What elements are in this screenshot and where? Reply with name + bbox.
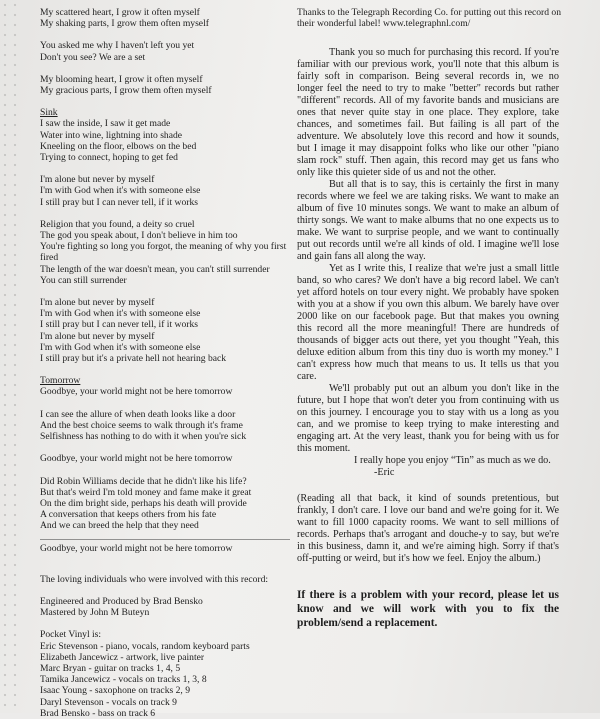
member-line: Elizabeth Jancewicz - artwork, live painter [40,651,205,663]
lyrics-verse-6 [40,476,298,532]
letter-paragraph: We'll probably put out an album you don't like in the future, but I hope that won't deter you from continuing with us on this journey. I encourage you to stay with us a long as you can, and we promise to keep trying to make interesting and engaging art. At the very least, thank you for being with us for this moment. [297,383,559,455]
lyric-line: But that's weird I'm told money and fame make it great [40,486,252,498]
lyric-line: I'm alone but never by myself [40,330,155,342]
lyric-refrain: Goodbye, your world might not be here tomorrow [40,453,233,465]
credits-heading: The loving individuals who were involved with this record: [40,573,269,585]
lyric-line: You can still surrender [40,274,127,286]
lyric-line: Did Robin Williams decide that he didn't like his life? [40,475,247,487]
lyric-line: I'm with God when it's with someone else [40,308,201,320]
lyric-line: I'm alone but never by myself [40,297,155,309]
member-line: Brad Bensko - bass on track 6 [40,707,156,719]
band-heading: Pocket Vinyl is: [40,629,102,641]
lyric-line: My gracious parts, I grow them often myself [40,85,212,97]
lyric-line: My blooming heart, I grow it often myself [40,73,203,85]
aside-paragraph: (Reading all that back, it kind of sounds pretentious, but frankly, I don't care. I love our band and we're going for it. We want to fill 1000 capacity rooms. We want to sell millions of records. Perhaps that's arrogant and douche-y to say, but we're in this business, damn it, and we're aiming high. Sorry if that's off-putting or weird, but it's how we feel. Enjoy the album.) [297,493,559,565]
lyric-line: Trying to connect, hoping to get fed [40,152,178,164]
lyric-line: Don't you see? We are a set [40,51,146,63]
lyrics-verse-3 [40,74,298,96]
member-line: Daryl Stevenson - vocals on track 9 [40,696,177,708]
lyrics-verse-5 [40,409,298,443]
lyrics-chorus-1 [40,174,298,208]
lyric-line: And we can breed the help that they need [40,520,199,532]
member-line: Isaac Young - saxophone on tracks 2, 9 [40,685,191,697]
lyric-line: You're fighting so long you forgot, the meaning of why you first fired [40,241,287,264]
problem-notice: If there is a problem with your record, please let us know and we will work with you to fix the problem/send a replacement. [297,589,559,629]
closing-line: I really hope you enjoy “Tin” as much as we do. [354,455,551,467]
lyric-line: I still pray but I can never tell, if it works [40,196,198,208]
member-line: Marc Bryan - guitar on tracks 1, 4, 5 [40,662,181,674]
lyric-line: The god you speak about, I don't believe in him too [40,230,238,242]
lyric-refrain: Goodbye, your world might not be here tomorrow [40,542,233,554]
dot-margin [0,0,22,713]
lyric-line: The length of the war doesn't mean, you can't still surrender [40,263,270,275]
credits [40,574,298,719]
thanks-line: their wonderful label! www.telegraphnl.com/ [297,18,471,30]
lyric-line: You asked me why I haven't left you yet [40,40,195,52]
letter-paragraph: Yet as I write this, I realize that we're just a small little band, so who cares? We don't have a big record label. We can't yet afford hotels on tour every night. We probably have spoken with you at a show if you own this album. We barely have over 2000 like on our facebook page. But that makes you owning this record all the more meaningful! There are hundreds of thousands of bigger acts out there, yet you thought "Yeah, this deluxe edition album from this tiny duo is worth my money." I can't express how much that means to us. It tells us that you care. [297,263,559,383]
lyric-line: I still pray but I can never tell, if it works [40,319,198,331]
lyrics-column [40,7,298,719]
letter-column [297,7,559,630]
member-line: Eric Stevenson - piano, vocals, random keyboard parts [40,640,250,652]
lyric-line: A conversation that keeps others from his fate [40,509,217,521]
lyric-line: I'm alone but never by myself [40,174,155,186]
lyric-line: My shaking parts, I grow them often myself [40,18,209,30]
song-title: Sink [40,107,58,119]
credit-line: Mastered by John M Buteyn [40,607,150,619]
divider-rule [40,539,290,540]
lyric-line: I saw the inside, I saw it get made [40,118,171,130]
lyric-line: Kneeling on the floor, elbows on the bed [40,140,197,152]
lyric-line: On the dim bright side, perhaps his death will provide [40,497,247,509]
lyric-line: Religion that you found, a deity so cruel [40,218,195,230]
letter-paragraph: But all that is to say, this is certainly the first in many records where we feel we are taking risks. We want to make an album of five 10 minutes songs. We want to make an album of thirty songs. We want to make albums that no one expects us to make. We want to surprise people, and we want to continually put out records until we're all kinds of old. I imagine we'll lose and gain fans all along the way. [297,179,559,263]
song-sink [40,107,298,163]
lyrics-verse-1 [40,7,298,29]
song-title: Tomorrow [40,375,81,387]
credit-line: Engineered and Produced by Brad Bensko [40,595,203,607]
lyric-line: Water into wine, lightning into shade [40,129,183,141]
lyric-line: And the best choice seems to walk through it's frame [40,419,243,431]
lyric-line: My scattered heart, I grow it often myself [40,7,200,18]
thanks-line: Thanks to the Telegraph Recording Co. for putting out this record on [297,7,561,18]
lyric-line: Selfishness has nothing to do with it when you're sick [40,431,247,443]
song-tomorrow [40,375,298,397]
lyric-line: I can see the allure of when death looks like a door [40,408,236,420]
lyric-line: I'm with God when it's with someone else [40,341,201,353]
lyrics-verse-2 [40,40,298,62]
member-line: Tamika Jancewicz - vocals on tracks 1, 3, 8 [40,674,207,686]
letter-paragraph: Thank you so much for purchasing this record. If you're familiar with our previous work, you'll note that this album is fairly soft in comparison. Being several records in, we no longer feel the need to try to make "better" records but rather "different" records. All of my favorite bands and musicians are ones that never quite stay in one place. They explore, take chances, and sometimes fail. But failing is all part of the adventure. We absolutely love this record and how it sounds, but I image it may disappoint folks who like our other "piano slam rock" stuff. Then again, this record may get us fans who only like this quieter side of us and not the other. [297,47,559,179]
lyrics-verse-4 [40,219,298,286]
lyrics-chorus-2 [40,297,298,364]
signature: -Eric [374,467,395,479]
lyric-line: I'm with God when it's with someone else [40,185,201,197]
lyric-line: I still pray but it's a private hell not hearing back [40,353,227,365]
lyric-line: Goodbye, your world might not be here tomorrow [40,386,233,398]
